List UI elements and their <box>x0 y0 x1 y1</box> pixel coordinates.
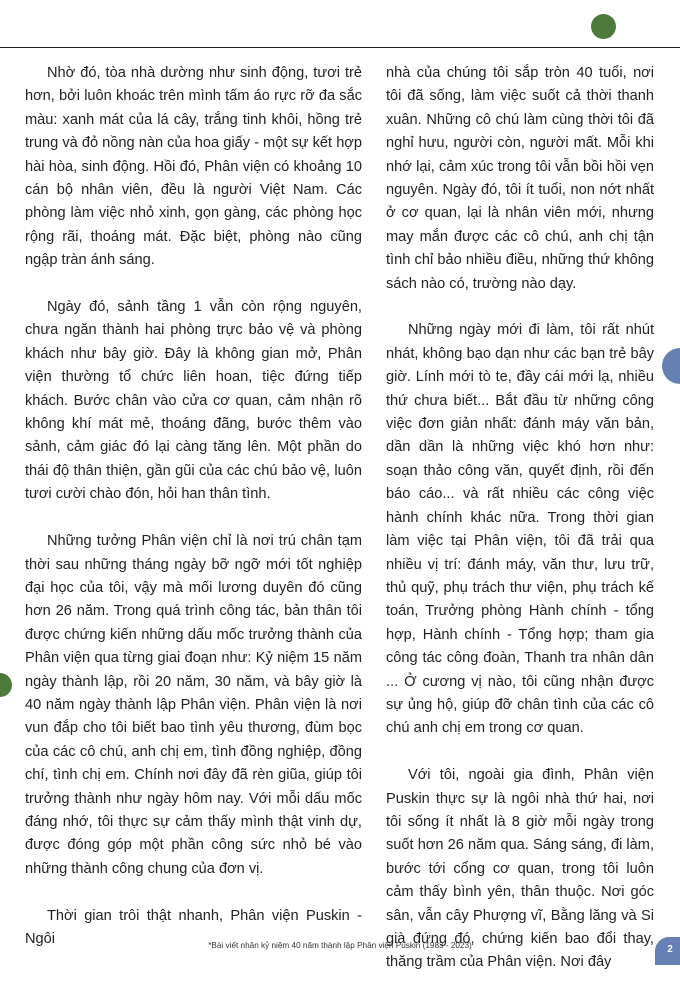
page-number: 2 <box>655 937 680 965</box>
paragraph: Những ngày mới đi làm, tôi rất nhút nhát, không bạo dạn như các bạn trẻ bây giờ. Lính mới tò te, đầy cái mới lạ, nhiều thứ chưa biết... Bắt đầu từ những công việc đơn giản nhất: đánh máy văn bản, dần dần là những việc khó hơn như: soạn thảo công văn, quyết định, rồi đến báo cáo... và rất nhiều các công việc hành chính khác nữa. Trong thời gian làm việc tại Phân viện, tôi đã trải qua nhiều vị trí: đánh máy, văn thư, lưu trữ, thủ quỹ, phụ trách thư viện, phụ trách kế toán, Trưởng phòng Hành chính - tổng hợp, Hành chính - Tổng hợp; tham gia công tác công đoàn, Thanh tra nhân dân ... Ở cương vị nào, tôi cũng nhận được sự ủng hộ, giúp đỡ chân tình của các cô chú anh chị em trong cơ quan. <box>386 322 654 737</box>
header-rule <box>0 47 680 48</box>
right-column <box>386 62 654 998</box>
paragraph: Nhờ đó, tòa nhà dường như sinh động, tươi trẻ hơn, bởi luôn khoác trên mình tấm áo rực rỡ đa sắc màu: xanh mát của lá cây, trắng tinh khôi, hồng trẻ trung và đỏ nồng nàn của hoa giấy - một sự kết hợp hài hòa, sinh động. Hồi đó, Phân viện có khoảng 10 cán bộ nhân viên, đều là người Việt Nam. Các phòng làm việc nhỏ xinh, gọn gàng, các phòng học rộng rãi, thoáng mát. Đặc biệt, phòng nào cũng ngập tràn ánh sáng. <box>25 65 362 269</box>
footnote: *Bài viết nhân kỷ niệm 40 năm thành lập Phân viện Puskin (1983 - 2023) <box>208 941 472 950</box>
right-edge-tab <box>662 348 680 384</box>
paragraph: Những tưởng Phân viện chỉ là nơi trú chân tạm thời sau những tháng ngày bỡ ngỡ mới tốt nghiệp đại học của tôi, vậy mà mối lương duyên đó cũng hơn 26 năm. Trong quá trình công tác, bản thân tôi được chứng kiến những dấu mốc trưởng thành của Phân viện qua từng giai đoạn như: Kỷ niệm 15 năm ngày thành lập, rồi 20 năm, 30 năm, và bây giờ là 40 năm ngày thành lập Phân viện. Phân viện là nơi vun đắp cho tôi biết bao tình yêu thương, đùm bọc của các cô chú, anh chị em, tình đồng nghiệp, đồng chí, tình chị em. Chính nơi đây đã rèn giũa, giúp tôi trưởng thành như ngày hôm nay. Với mỗi dấu mốc đáng nhớ, tôi thực sự cảm thấy mình thật vinh dự, được đóng góp một phần công sức nhỏ bé vào những thành công chung của đơn vị. <box>25 533 362 877</box>
paragraph: Ngày đó, sảnh tầng 1 vẫn còn rộng nguyên, chưa ngăn thành hai phòng trực bảo vệ và phòng khách như bây giờ. Đây là không gian mở, Phân viện thường tổ chức liên hoan, tiệc đứng tiếp khách. Bước chân vào cửa cơ quan, cảm nhận rõ không khí mát mẻ, thoáng đãng, bước thêm vào sảnh, cảm giác đó lại càng tăng lên. Một phần do thái độ thân thiện, gần gũi của các chú bảo vệ, luôn tươi cười chào đón, hỏi han thân tình. <box>25 299 362 503</box>
paragraph: Với tôi, ngoài gia đình, Phân viện Puskin thực sự là ngôi nhà thứ hai, nơi tôi sống ít nhất là 8 giờ mỗi ngày trong suốt hơn 26 năm qua. Sáng sáng, đi làm, bước tới cổng cơ quan, trong tôi luôn cảm thấy bình yên, thân thuộc. Nơi góc sân, vẫn cây Phượng vĩ, Bằng lăng và Si già đứng đó, chứng kiến bao đổi thay, thăng trầm của Phân viện. Nơi đây <box>386 767 654 971</box>
left-column <box>25 62 362 975</box>
green-dot-decoration <box>591 14 616 39</box>
paragraph: nhà của chúng tôi sắp tròn 40 tuổi, nơi tôi đã sống, làm việc suốt cả thời thanh xuân. Những cô chú làm cùng thời tôi đã nghỉ hưu, người còn, người mất. Mỗi khi nhớ lại, cảm xúc trong tôi vẫn bồi hồi vẹn nguyên. Ngày đó, tôi ít tuổi, non nớt nhất ở cơ quan, lại là nhân viên mới, nhưng may mắn được các cô chú, anh chị tận tình chỉ bảo nhiều điều, những thứ không sách nào có, trường nào dạy. <box>386 65 654 292</box>
left-edge-tab <box>0 673 12 697</box>
paragraph: Thời gian trôi thật nhanh, Phân viện Puskin - Ngôi <box>25 907 362 947</box>
